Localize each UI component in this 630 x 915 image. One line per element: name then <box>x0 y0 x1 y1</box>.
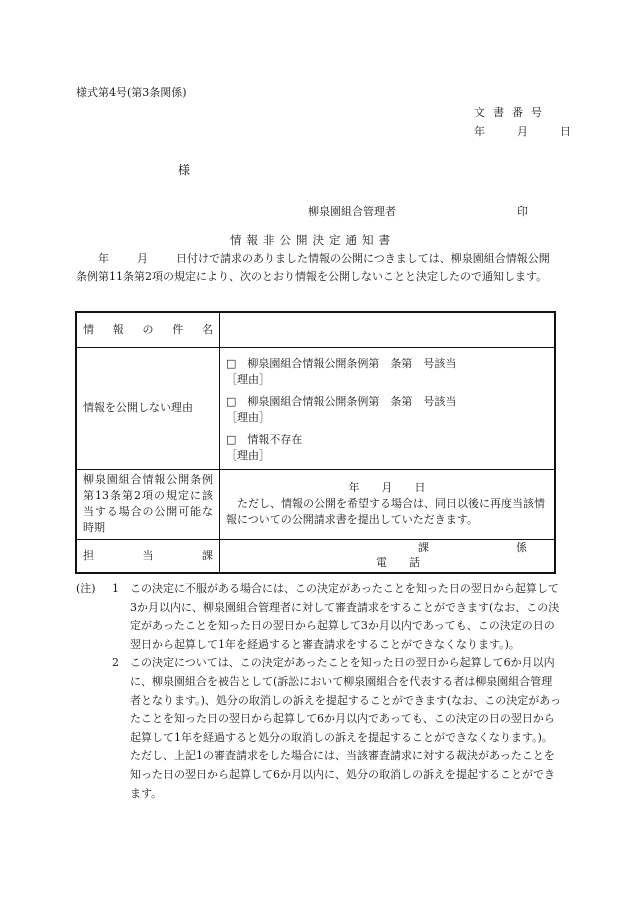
disclosure-time-label: 柳泉園組合情報公開条例第13条第2項の規定に該当する場合の公開可能な時期 <box>76 469 220 539</box>
form-number: 様式第4号(第3条関係) <box>76 86 187 99</box>
row-subject <box>76 312 555 347</box>
note-item-2 <box>76 654 562 803</box>
checkbox-icon[interactable]: □ <box>226 433 237 446</box>
subject-label <box>76 312 220 347</box>
disclosure-note: ただし、情報の公開を希望する場合は、同日以後に再度当該情報についての公開請求書を提出していただきます。 <box>226 497 545 526</box>
note-number: 1 <box>112 582 119 595</box>
phone-label: 電 話 <box>376 555 420 569</box>
note-text: この決定については、この決定があったことを知った日の翌日から起算して6か月以内に、柳泉園組合を被告として(訴訟において柳泉園組合を代表する者は柳泉園組合管理者となります。)、処分の取消しの訴えを提起することができます(なお、この決定があったことを知った日の翌日から起算して6か月以内であっても、この決定の日の翌日から起算して1年を経過すると処分の取消しの訴えを提起することができなくなります。)。ただし、上記1の審査請求をした場合には、当該審査請求に対する裁決があったことを知った日の翌日から起算して6か月以内に、処分の取消しの訴えを提起することができます。 <box>130 656 562 800</box>
document-title: 情報非公開決定通知書 <box>230 233 395 247</box>
note-text: この決定に不服がある場合には、この決定があったことを知った日の翌日から起算して3か月以内に、柳泉園組合管理者に対して審査請求をすることができます(なお、この決定があったことを知った日の翌日から起算して3か月以内であっても、この決定の日の翌日から起算して1年を経過すると審査請求をすることができなくなります。)。 <box>130 582 560 651</box>
reason-option-2[interactable]: □ 柳泉園組合情報公開条例第 条第 号該当 <box>226 395 457 408</box>
row-disclosure-time <box>76 469 555 539</box>
subject-label-char: 報 <box>112 322 124 336</box>
seal-mark: 印 <box>517 205 528 218</box>
date-month: 月 <box>517 125 528 138</box>
department-label-char: 当 <box>142 548 154 562</box>
subject-label-char: 情 <box>83 322 94 336</box>
note-number: 2 <box>112 656 119 670</box>
intro-paragraph <box>76 250 556 286</box>
addressee: 様 <box>178 163 191 177</box>
document-number-label: 文書番号 <box>474 106 550 119</box>
ka-label: 課 <box>418 540 429 554</box>
date-year: 年 <box>474 125 485 138</box>
checkbox-icon[interactable]: □ <box>226 357 237 370</box>
department-label-char: 担 <box>83 548 94 562</box>
department-cell <box>220 539 556 573</box>
reason-label-2: ［理由］ <box>226 411 270 424</box>
reason-label-3: ［理由］ <box>226 449 270 462</box>
department-label-char: 課 <box>202 548 213 562</box>
decision-table <box>75 311 556 574</box>
reasons-label: 情報を公開しない理由 <box>76 347 220 469</box>
reason-option-3[interactable]: □ 情報不存在 <box>226 433 303 446</box>
reason-option-1[interactable]: □ 柳泉園組合情報公開条例第 条第 号該当 <box>226 357 457 370</box>
disclosure-date: 年 月 日 <box>348 481 426 494</box>
subject-label-char: の <box>142 322 154 336</box>
row-department <box>76 539 555 573</box>
subject-label-char: 名 <box>202 322 213 336</box>
kakari-label: 係 <box>516 540 527 554</box>
notes-section <box>76 580 562 803</box>
subject-value[interactable] <box>220 312 556 347</box>
department-label <box>76 539 220 573</box>
note-item-1 <box>76 580 562 654</box>
document-date <box>474 123 571 139</box>
row-reasons <box>76 347 555 469</box>
intro-text: 日付けで請求のありました情報の公開につきましては、柳泉園組合情報公開条例第11条第2項の規定により、次のとおり情報を公開しないことと決定したので通知します。 <box>76 252 550 283</box>
reason-label-1: ［理由］ <box>226 373 270 386</box>
subject-label-char: 件 <box>172 322 184 336</box>
disclosure-time-cell <box>220 469 556 539</box>
intro-year: 年 <box>98 252 109 265</box>
intro-month: 月 <box>137 252 148 265</box>
checkbox-icon[interactable]: □ <box>226 395 237 408</box>
sender: 柳泉園組合管理者 <box>308 205 396 218</box>
date-day: 日 <box>560 125 571 138</box>
notes-prefix: (注) <box>76 582 96 595</box>
reasons-cell <box>220 347 556 469</box>
